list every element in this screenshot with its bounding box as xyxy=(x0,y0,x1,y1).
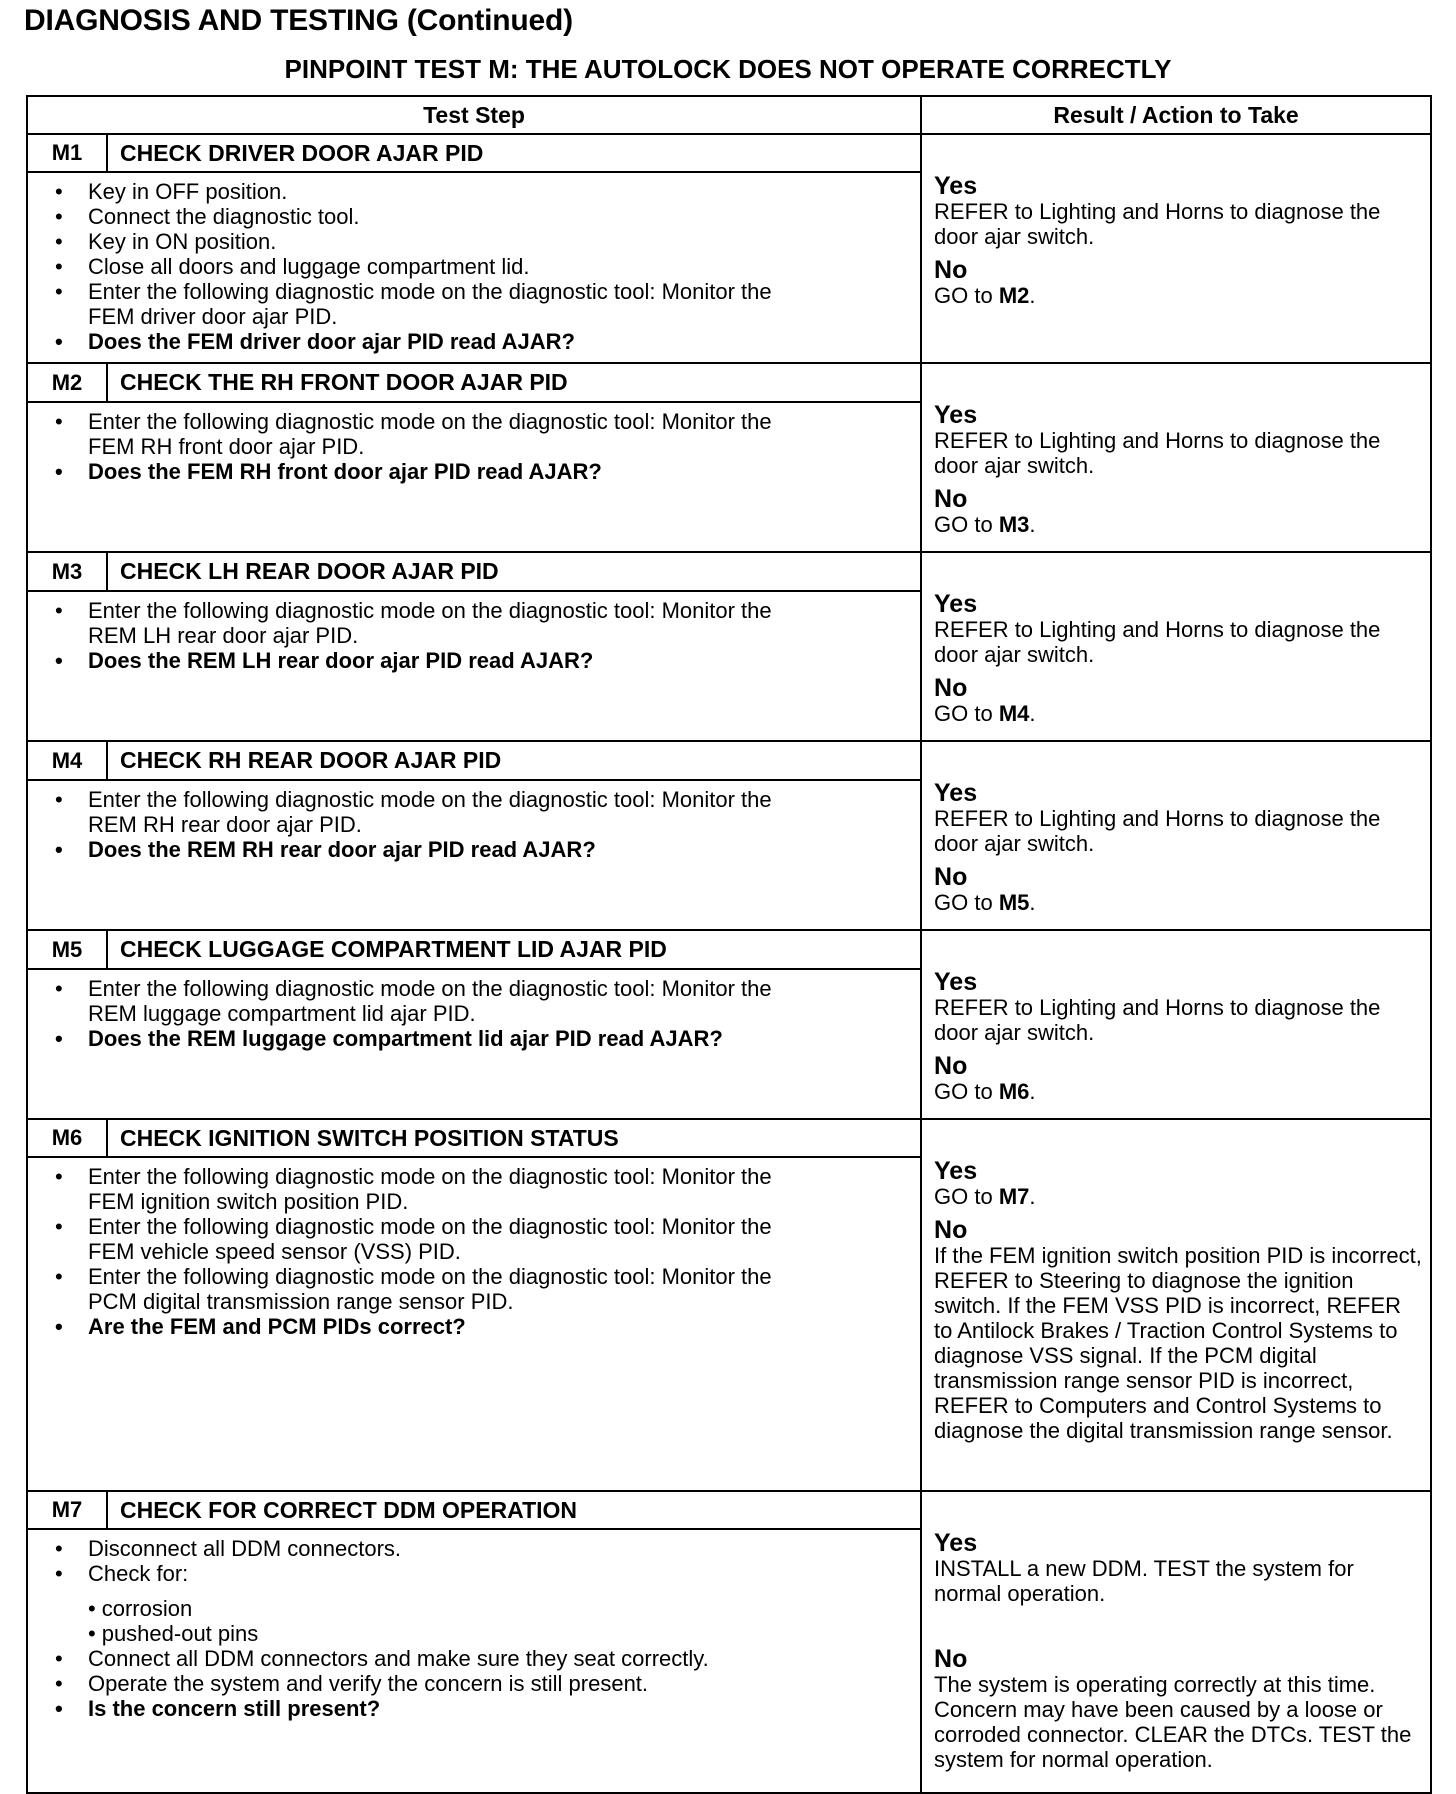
action-item: • Enter the following diagnostic mode on the diagnostic tool: Monitor the FEM ignition switch position PID. xyxy=(48,1164,900,1214)
step-id: M7 xyxy=(27,1491,107,1529)
yes-action: REFER to Lighting and Horns to diagnose the door ajar switch. xyxy=(934,995,1381,1045)
result-header: Result / Action to Take xyxy=(921,96,1431,134)
step-title: CHECK FOR CORRECT DDM OPERATION xyxy=(107,1491,921,1529)
yes-label: Yes xyxy=(934,1529,978,1557)
page-heading: DIAGNOSIS AND TESTING (Continued) xyxy=(24,4,573,37)
no-label: No xyxy=(934,1052,968,1080)
action-item: • Enter the following diagnostic mode on the diagnostic tool: Monitor the FEM driver door ajar PID. xyxy=(48,279,900,329)
action-item: • Enter the following diagnostic mode on the diagnostic tool: Monitor the PCM digital transmission range sensor PID. xyxy=(48,1264,900,1314)
step-header-row xyxy=(27,930,1431,969)
pinpoint-test-title: PINPOINT TEST M: THE AUTOLOCK DOES NOT OPERATE CORRECTLY xyxy=(284,54,1172,84)
action-item: • Enter the following diagnostic mode on the diagnostic tool: Monitor the FEM vehicle speed sensor (VSS) PID. xyxy=(48,1214,900,1264)
no-label: No xyxy=(934,1645,968,1673)
action-item: • Enter the following diagnostic mode on the diagnostic tool: Monitor the REM luggage compartment lid ajar PID. xyxy=(48,976,900,1026)
yes-action: GO to M7. xyxy=(934,1184,1036,1209)
action-item: • Enter the following diagnostic mode on the diagnostic tool: Monitor the FEM RH front door ajar PID. xyxy=(48,409,900,459)
action-item: • Operate the system and verify the concern is still present. xyxy=(48,1671,900,1696)
no-action: The system is operating correctly at this time. Concern may have been caused by a loose or corroded connector. CLEAR the DTCs. TEST the system for normal operation. xyxy=(934,1672,1412,1772)
step-title: CHECK RH REAR DOOR AJAR PID xyxy=(107,741,921,780)
step-result xyxy=(921,930,1431,1119)
step-header-row xyxy=(27,552,1431,591)
no-label: No xyxy=(934,1216,968,1244)
step-title: CHECK LH REAR DOOR AJAR PID xyxy=(107,552,921,591)
pinpoint-test-table xyxy=(26,95,1432,1794)
step-header-row xyxy=(27,1119,1431,1157)
step-question: • Does the REM luggage compartment lid ajar PID read AJAR? xyxy=(48,1026,900,1051)
yes-action: INSTALL a new DDM. TEST the system for normal operation. xyxy=(934,1556,1354,1606)
check-item: • pushed-out pins xyxy=(88,1621,259,1646)
no-label: No xyxy=(934,863,968,891)
step-header-row xyxy=(27,363,1431,402)
step-id: M4 xyxy=(27,741,107,780)
step-actions xyxy=(27,402,921,552)
step-header-row xyxy=(27,741,1431,780)
step-id: M6 xyxy=(27,1119,107,1157)
step-question: • Does the REM RH rear door ajar PID read AJAR? xyxy=(48,837,900,862)
yes-action: REFER to Lighting and Horns to diagnose the door ajar switch. xyxy=(934,428,1381,478)
step-id: M2 xyxy=(27,363,107,402)
no-action: If the FEM ignition switch position PID is incorrect, REFER to Steering to diagnose the ignition switch. If the FEM VSS PID is incorrect, REFER to Antilock Brakes / Traction Control Systems to diagnose VSS signal. If the PCM digital transmission range sensor PID is incorrect, REFER to Computers and Control Systems to diagnose the digital transmission range sensor. xyxy=(934,1243,1422,1443)
step-actions xyxy=(27,172,921,363)
step-question: • Is the concern still present? xyxy=(48,1696,900,1721)
step-title: CHECK IGNITION SWITCH POSITION STATUS xyxy=(107,1119,921,1157)
table-header-row xyxy=(27,96,1431,134)
action-item: • Enter the following diagnostic mode on the diagnostic tool: Monitor the REM RH rear door ajar PID. xyxy=(48,787,900,837)
no-label: No xyxy=(934,674,968,702)
yes-label: Yes xyxy=(934,779,978,807)
step-result xyxy=(921,552,1431,741)
no-action: GO to M4. xyxy=(934,701,1036,726)
step-result xyxy=(921,363,1431,552)
check-item: • corrosion xyxy=(88,1596,193,1621)
no-action: GO to M6. xyxy=(934,1079,1036,1104)
goto-step: M7 xyxy=(998,1184,1030,1209)
action-item: • Key in OFF position. xyxy=(48,179,900,204)
action-item: • Close all doors and luggage compartment lid. xyxy=(48,254,900,279)
no-label: No xyxy=(934,485,968,513)
yes-label: Yes xyxy=(934,1157,978,1185)
step-question: • Does the FEM RH front door ajar PID read AJAR? xyxy=(48,459,900,484)
step-title: CHECK LUGGAGE COMPARTMENT LID AJAR PID xyxy=(107,930,921,969)
step-actions xyxy=(27,1529,921,1793)
action-item: • Disconnect all DDM connectors. xyxy=(48,1536,900,1561)
step-question: • Are the FEM and PCM PIDs correct? xyxy=(48,1314,900,1339)
yes-action: REFER to Lighting and Horns to diagnose the door ajar switch. xyxy=(934,199,1381,249)
step-actions xyxy=(27,591,921,741)
step-title: CHECK THE RH FRONT DOOR AJAR PID xyxy=(107,363,921,402)
step-actions xyxy=(27,969,921,1119)
action-item: • Check for: • corrosion • pushed-out pins xyxy=(48,1561,900,1646)
goto-step: M4 xyxy=(998,701,1030,726)
no-label: No xyxy=(934,256,968,284)
step-header-row xyxy=(27,1491,1431,1529)
goto-step: M2 xyxy=(998,283,1030,308)
goto-step: M6 xyxy=(998,1079,1030,1104)
step-question: • Does the REM LH rear door ajar PID read AJAR? xyxy=(48,648,900,673)
step-id: M5 xyxy=(27,930,107,969)
goto-step: M5 xyxy=(998,890,1030,915)
step-result xyxy=(921,741,1431,930)
yes-action: REFER to Lighting and Horns to diagnose the door ajar switch. xyxy=(934,617,1381,667)
step-header-row xyxy=(27,134,1431,172)
action-item: • Key in ON position. xyxy=(48,229,900,254)
no-action: GO to M2. xyxy=(934,283,1036,308)
step-title: CHECK DRIVER DOOR AJAR PID xyxy=(107,134,921,172)
step-id: M3 xyxy=(27,552,107,591)
step-result xyxy=(921,1491,1431,1793)
yes-action: REFER to Lighting and Horns to diagnose the door ajar switch. xyxy=(934,806,1381,856)
yes-label: Yes xyxy=(934,401,978,429)
test-step-header: Test Step xyxy=(27,96,921,134)
action-item: • Enter the following diagnostic mode on the diagnostic tool: Monitor the REM LH rear door ajar PID. xyxy=(48,598,900,648)
step-id: M1 xyxy=(27,134,107,172)
step-result xyxy=(921,134,1431,363)
yes-label: Yes xyxy=(934,590,978,618)
check-list xyxy=(88,1596,900,1646)
step-question: • Does the FEM driver door ajar PID read AJAR? xyxy=(48,329,900,354)
yes-label: Yes xyxy=(934,968,978,996)
goto-step: M3 xyxy=(998,512,1030,537)
no-action: GO to M3. xyxy=(934,512,1036,537)
action-item: • Connect all DDM connectors and make sure they seat correctly. xyxy=(48,1646,900,1671)
yes-label: Yes xyxy=(934,172,978,200)
step-actions xyxy=(27,1157,921,1491)
step-actions xyxy=(27,780,921,930)
no-action: GO to M5. xyxy=(934,890,1036,915)
step-result xyxy=(921,1119,1431,1491)
action-item: • Connect the diagnostic tool. xyxy=(48,204,900,229)
